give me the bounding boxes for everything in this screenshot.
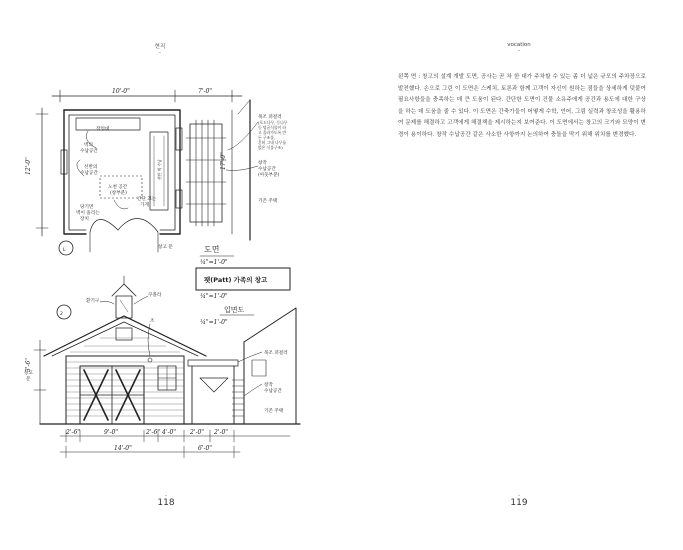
dim-elev-b: 9'-0" xyxy=(104,429,119,436)
elev-label-light: 조 xyxy=(150,319,155,324)
left-running-head-text: 현직 xyxy=(154,44,166,50)
elev-label-cupola: 쿠폴라 xyxy=(148,293,162,298)
elev-label-storage: 창작 수납공간 xyxy=(264,383,282,394)
dim-elev-g: 6'-0" xyxy=(198,445,213,452)
pergola-label-trellis: 목조 퍼걸러 (포도나무, 등나무 등 덩굴식물이 타 고 올라가도록 만 든 구조물, 흔히 그네 나무를 얹은 식물구조) xyxy=(258,115,288,150)
plan-label-door: 창고 문 xyxy=(158,245,173,250)
architectural-drawing xyxy=(0,0,341,470)
plan-label-shelf-storage: 선반의 수납공간 xyxy=(80,165,98,176)
dim-elev-total: 14'-0" xyxy=(114,445,132,452)
dim-elev-a: 2'-6" xyxy=(66,429,81,436)
title-box-text: 팻(Patt) 가족의 창고 xyxy=(204,276,268,284)
dim-plan-top-left: 10'-0" xyxy=(112,88,130,95)
elevation xyxy=(24,276,300,458)
dim-elev-c: 2'-6" xyxy=(146,429,161,436)
plan-label-shelving: 선반 벽 수납 xyxy=(157,159,162,180)
dim-elev-d: 4'-0" xyxy=(162,429,177,436)
dim-elev-height-a: 3'-6" xyxy=(25,357,32,372)
left-page-number-text: 118 xyxy=(157,498,175,508)
body-paragraph: 왼쪽 면 : 창고의 설계 개발 도면, 공사는 곧 차 한 대가 주차할 수 있는 좀 더 넓은 규모의 주차장으로 발전했다. 손으로 그린 이 도면은 스케치, 토론과 함께 고객이 자신이 원하는 점들을 상세하게 덧붙여 필요사항들을 충족하는 데 큰 도움이 된다. 간단한 도면이 건물 소유주에게 공간과 용도에 대한 구상을 하는 데 도움을 줄 수 있다. 이 도면은 간축가들이 어떻게 수학, 언어, 그림 실력과 창조성을 활용하여 문제를 해결하고 고객에게 해결책을 제시하는지 보여준다. 이 도면에서는 창고의 크기와 모양이 변경이 용이하다. 창작 수납공간 같은 사소한 사항까지 논의하여 충돌을 막기 위해 위치를 변경했다. xyxy=(398,74,646,138)
right-page-number-text: 119 xyxy=(510,498,528,508)
elev-label-door: 창고 문 xyxy=(24,371,33,382)
plan-label-hanging: 간단 끄는 가게 xyxy=(137,197,157,208)
pergola-plan xyxy=(186,100,289,240)
plan-circle-mark: L xyxy=(63,248,66,253)
dim-elev-e: 2'-0" xyxy=(190,429,205,436)
dim-plan-side: 12'-0" xyxy=(25,157,32,175)
dim-plan-top-right: 7'-0" xyxy=(198,88,213,95)
dim-plan-right: 17'-0" xyxy=(220,152,227,170)
elev-scale: ¼"=1'-0" xyxy=(200,319,228,326)
floor-plan xyxy=(25,88,242,255)
pergola-label-existing: 기존 주택 xyxy=(258,199,278,204)
right-running-head: vocation - xyxy=(507,42,531,54)
elev-label-existing: 기존 주택 xyxy=(264,409,284,414)
plan-label-pull-wall: 당기면 벽이 올리는 장치 xyxy=(76,205,100,222)
elev-circle-mark: 2 xyxy=(60,312,63,317)
right-page xyxy=(341,0,683,550)
left-running-head: 현직 - xyxy=(154,44,166,56)
dim-elev-f: 2'-0" xyxy=(214,429,229,436)
right-running-head-text: vocation xyxy=(507,42,531,48)
right-page-number: - 119 xyxy=(510,492,528,508)
left-page-number: - 118 xyxy=(157,492,175,508)
elev-title: 입면도 xyxy=(224,306,245,314)
pergola-label-storage: 창작 수납공간 (아웃부분) xyxy=(258,161,280,178)
elev-scale-top: ¼"=1'-0" xyxy=(200,293,228,300)
plan-title: 도면 xyxy=(204,245,220,254)
plan-label-workbench: 작업대 xyxy=(96,127,110,132)
plan-scale: ¼"=1'-0" xyxy=(200,259,228,266)
plan-label-open-area: 노천 공간 (창부분) xyxy=(108,185,128,196)
left-page xyxy=(0,0,341,550)
elev-label-trellis: 목조 퍼걸러 xyxy=(264,351,288,356)
elev-label-vent: 환기구 xyxy=(86,299,100,304)
plan-label-wall-storage: 벽의 수납공간 xyxy=(80,143,98,154)
